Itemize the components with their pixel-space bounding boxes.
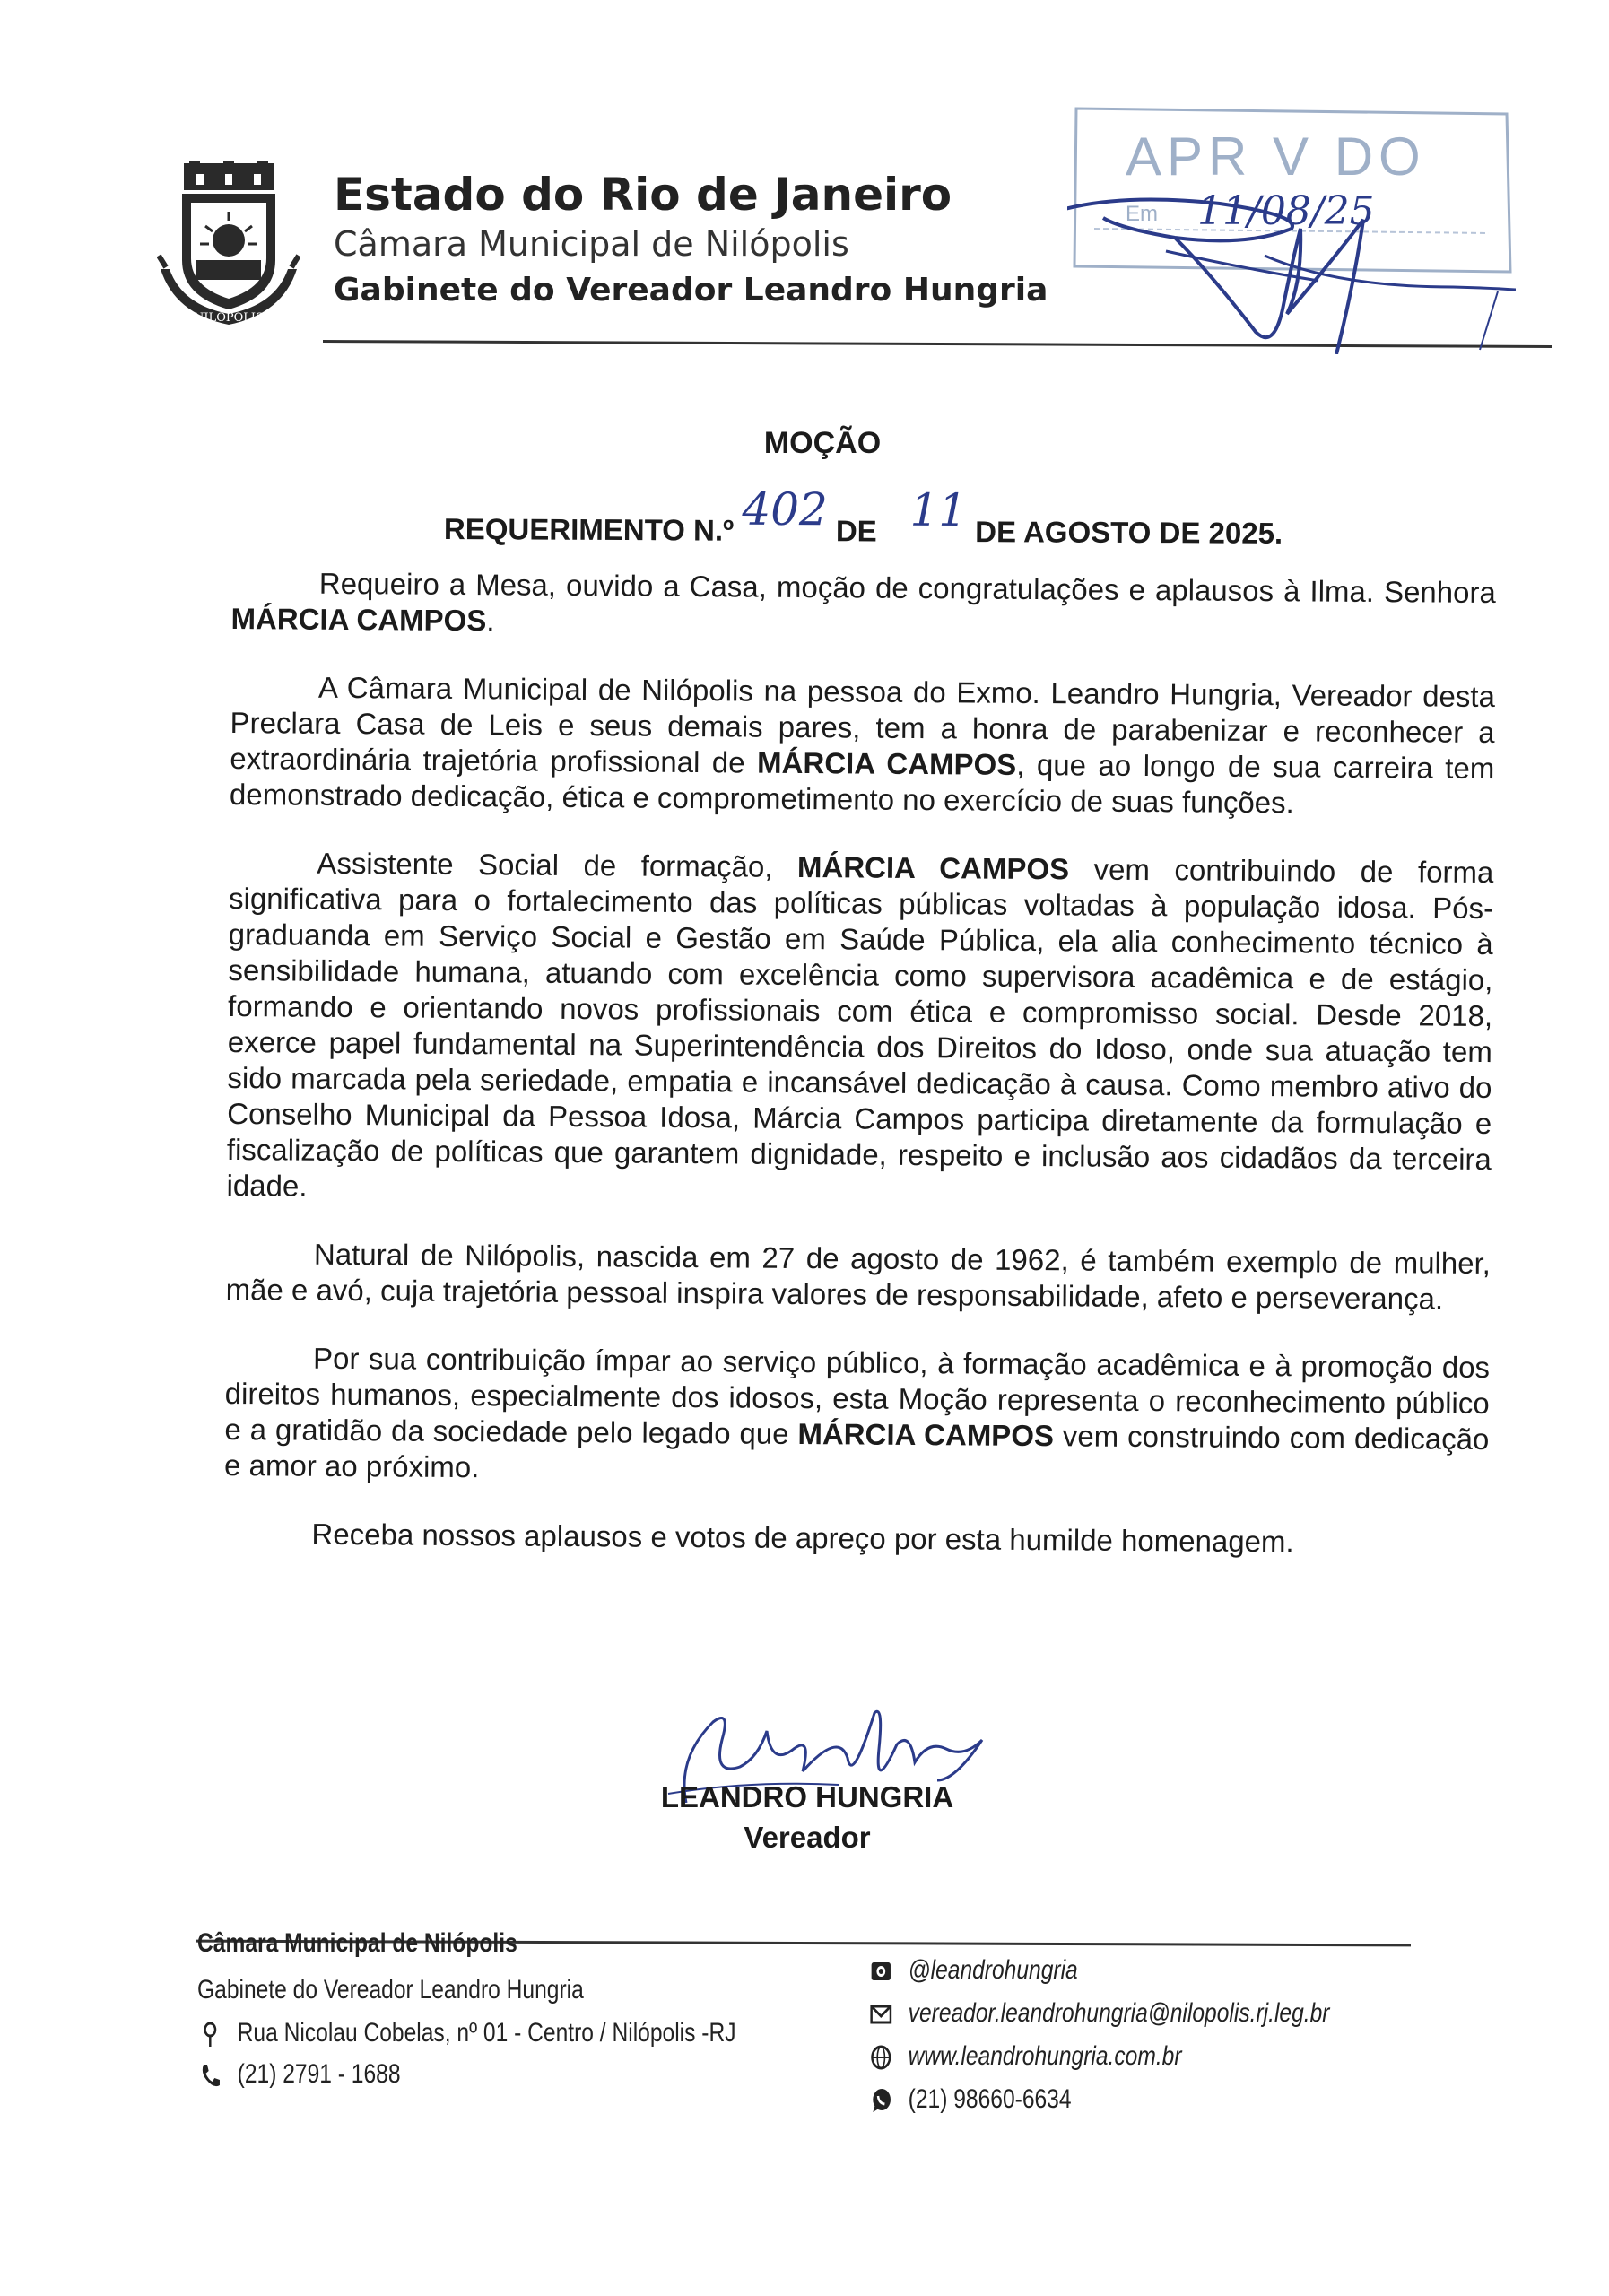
paragraph-5: Por sua contribuição ímpar ao serviço público, à formação acadêmica e à promoção dos direitos humanos, especialmente dos idosos, esta Moção representa o reconhecimento público e a gratidão da sociedade pelo legado que MÁRCIA CAMPOS vem construindo com dedicação e amor ao próximo. [223, 1341, 1491, 1484]
document-title: MOÇÃO [763, 426, 882, 460]
instagram-icon [870, 1958, 892, 1985]
globe-icon [870, 2044, 892, 2071]
footer-instagram: @leandrohungria [870, 1955, 1078, 1986]
location-pin-icon [199, 2021, 222, 2048]
header-office: Gabinete do Vereador Leandro Hungria [334, 272, 1048, 309]
phone-icon [199, 2062, 222, 2089]
footer-chamber: Câmara Municipal de Nilópolis [197, 1928, 517, 1958]
paragraph-2: A Câmara Municipal de Nilópolis na pessoa do Exmo. Leandro Hungria, Vereador desta Preclara Casa de Leis e seus demais pares, tem a honra de parabenizar e reconhecer a extraordinária trajetória profissional de MÁRCIA CAMPOS, que ao longo de sua carreira tem demonstrado dedicação, ética e comprometimento no exercício de suas funções. [229, 670, 1496, 820]
header-chamber: Câmara Municipal de Nilópolis [334, 224, 849, 264]
crest-label: NILÓPOLIS [194, 311, 264, 325]
requirement-day: 11 [909, 483, 968, 537]
email-icon [870, 2001, 892, 2028]
document-body [223, 565, 1496, 1594]
municipal-crest-icon [157, 161, 300, 327]
requirement-number: 402 [742, 483, 828, 536]
footer-phone: (21) 2791 - 1688 [199, 2059, 401, 2090]
signer-name: LEANDRO HUNGRIA [660, 1780, 954, 1813]
header-state: Estado do Rio de Janeiro [334, 169, 952, 221]
paragraph-3: Assistente Social de formação, MÁRCIA CAMPOS vem contribuindo de forma significativa para o fortalecimento das políticas públicas voltadas à população idosa. Pós-graduanda em Serviço Social e Gestão em Saúde Pública, ela alia conhecimento técnico à sensibilidade humana, atuando com excelência como supervisora acadêmica e de estágio, formando e orientando novos profissionais com ética e compromisso social. Desde 2018, exerce papel fundamental na Superintendência dos Direitos do Idoso, onde sua atuação tem sido marcada pela seriedade, empatia e incansável dedicação à causa. Como membro ativo do Conselho Municipal da Pessoa Idosa, Márcia Campos participa diretamente da formulação e fiscalização de políticas que garantem dignidade, respeito e inclusão aos cidadãos da terceira idade. [226, 846, 1494, 1203]
signer-role: Vereador [744, 1821, 871, 1854]
requirement-de: DE [835, 514, 877, 548]
stamp-word: APR V DO [1126, 126, 1426, 187]
stamp-date: 11/08/25 [1197, 188, 1375, 234]
footer-whatsapp: (21) 98660-6634 [870, 2084, 1072, 2115]
paragraph-6: Receba nossos aplausos e votos de apreço por esta humilde homenagem. [311, 1517, 1294, 1559]
footer-address: Rua Nicolau Cobelas, nº 01 - Centro / Nilópolis -RJ [199, 2018, 736, 2048]
footer-website: www.leandrohungria.com.br [870, 2041, 1182, 2072]
requirement-prefix: REQUERIMENTO N.º [443, 512, 735, 547]
footer-office: Gabinete do Vereador Leandro Hungria [197, 1975, 584, 2005]
stamp-em-label: Em [1126, 202, 1158, 226]
requirement-line [443, 483, 1283, 554]
whatsapp-icon [870, 2087, 892, 2114]
paragraph-4: Natural de Nilópolis, nascida em 27 de agosto de 1962, é também exemplo de mulher, mãe e avó, cuja trajetória pessoal inspira valores de responsabilidade, afeto e perseverança. [225, 1237, 1492, 1316]
footer-email: vereador.leandrohungria@nilopolis.rj.leg.br [870, 1998, 1330, 2029]
requirement-suffix: DE AGOSTO DE 2025. [975, 515, 1283, 550]
paragraph-1: Requeiro a Mesa, ouvido a Casa, moção de congratulações e aplausos à Ilma. Senhora MÁRCIA CAMPOS. [230, 566, 1496, 638]
